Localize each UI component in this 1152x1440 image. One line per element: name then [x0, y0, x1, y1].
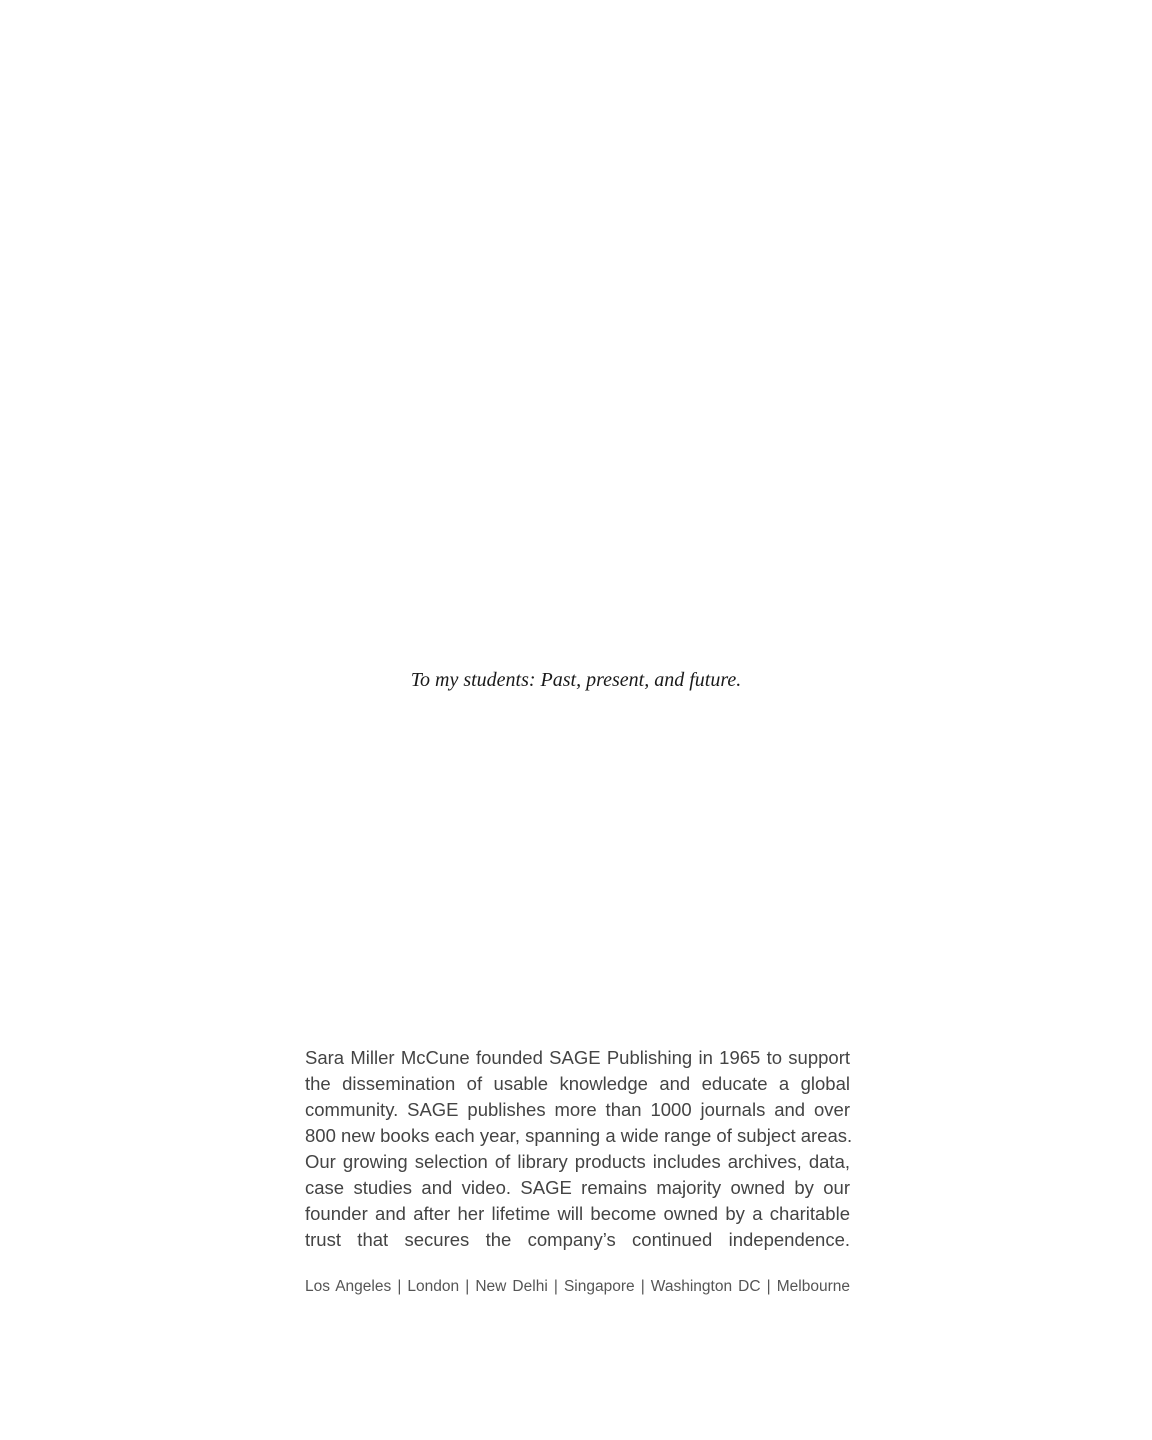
- about-line: community. SAGE publishes more than 1000 journals and over: [305, 1099, 850, 1120]
- about-line: case studies and video. SAGE remains majority owned by our: [305, 1177, 850, 1198]
- publisher-about-paragraph: [305, 1045, 853, 1253]
- dedication: To my students: Past, present, and future.: [410, 669, 742, 691]
- publisher-locations: Los Angeles | London | New Delhi | Singapore | Washington DC | Melbourne: [305, 1278, 850, 1295]
- about-line: the dissemination of usable knowledge and educate a global: [305, 1073, 850, 1094]
- about-line: Sara Miller McCune founded SAGE Publishing in 1965 to support: [305, 1047, 850, 1068]
- about-line: 800 new books each year, spanning a wide range of subject areas.: [305, 1125, 853, 1146]
- about-line: founder and after her lifetime will become owned by a charitable: [305, 1203, 850, 1224]
- about-line: trust that secures the company’s continued independence.: [305, 1229, 850, 1250]
- about-line: Our growing selection of library products includes archives, data,: [305, 1151, 850, 1172]
